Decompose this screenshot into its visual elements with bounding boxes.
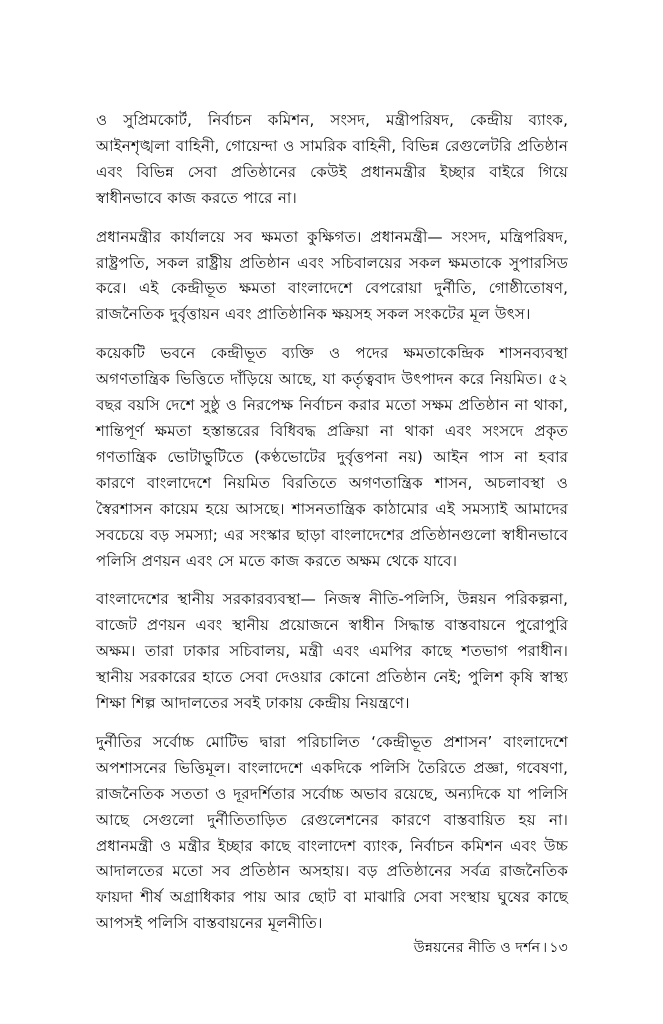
paragraph-3: কয়েকটি ভবনে কেন্দ্রীভূত ব্যক্তি ও পদের ক্ষমতাকেন্দ্রিক শাসনব্যবস্থা অগণতান্ত্রিক ভিত্তিতে দাঁড়িয়ে আছে, যা কর্তৃত্ববাদ উৎপাদন করে নিয়মিত। ৫২ বছর বয়সি দেশে সুষ্ঠু ও নিরপেক্ষ নির্বাচন করার মতো সক্ষম প্রতিষ্ঠান না থাকা, শান্তিপূর্ণ ক্ষমতা হস্তান্তরের বিধিবদ্ধ প্রক্রিয়া না থাকা এবং সংসদে প্রকৃত গণতান্ত্রিক ভোটাভুটিতে (কণ্ঠভোটের দুর্বৃত্তপনা নয়) আইন পাস না হবার কারণে বাংলাদেশে নিয়মিত বিরতিতে অগণতান্ত্রিক শাসন, অচলাবস্থা ও স্বৈরশাসন কায়েম হয়ে আসছে। শাসনতান্ত্রিক কাঠামোর এই সমস্যাই আমাদের সবচেয়ে বড় সমস্যা; এর সংস্কার ছাড়া বাংলাদেশের প্রতিষ্ঠানগুলো স্বাধীনভাবে পলিসি প্রণয়ন এবং সে মতে কাজ করতে অক্ষম থেকে যাবে। (96, 344, 568, 570)
page-footer (96, 938, 568, 958)
paragraph-4: বাংলাদেশের স্থানীয় সরকারব্যবস্থা— নিজস্ব নীতি-পলিসি, উন্নয়ন পরিকল্পনা, বাজেট প্রণয়ন এবং স্থানীয় প্রয়োজনে স্বাধীন সিদ্ধান্ত বাস্তবায়নে পুরোপুরি অক্ষম। তারা ঢাকার সচিবালয়, মন্ত্রী এবং এমপির কাছে শতভাগ পরাধীন। স্থানীয় সরকারের হাতে সেবা দেওয়ার কোনো প্রতিষ্ঠান নেই; পুলিশ কৃষি স্বাস্থ্য শিক্ষা শিল্প আদালতের সবই ঢাকায় কেন্দ্রীয় নিয়ন্ত্রণে। (96, 590, 568, 713)
paragraph-5: দুর্নীতির সর্বোচ্চ মোটিভ দ্বারা পরিচালিত ‘কেন্দ্রীভূত প্রশাসন’ বাংলাদেশে অপশাসনের ভিত্তিমূল। বাংলাদেশে একদিকে পলিসি তৈরিতে প্রজ্ঞা, গবেষণা, রাজনৈতিক সততা ও দূরদর্শিতার সর্বোচ্চ অভাব রয়েছে, অন্যদিকে যা পলিসি আছে সেগুলো দুর্নীতিতাড়িত রেগুলেশনের কারণে বাস্তবায়িত হয় না। প্রধানমন্ত্রী ও মন্ত্রীর ইচ্ছার কাছে বাংলাদেশ ব্যাংক, নির্বাচন কমিশন এবং উচ্চ আদালতের মতো সব প্রতিষ্ঠান অসহায়। বড় প্রতিষ্ঠানের সর্বত্র রাজনৈতিক ফায়দা শীর্ষ অগ্রাধিকার পায় আর ছোট বা মাঝারি সেবা সংস্থায় ঘুষের কাছে আপসই পলিসি বাস্তবায়নের মূলনীতি। (96, 732, 568, 933)
footer-page-number: ১৩ (549, 940, 568, 956)
paragraph-2: প্রধানমন্ত্রীর কার্যালয়ে সব ক্ষমতা কুক্ষিগত। প্রধানমন্ত্রী— সংসদ, মন্ত্রিপরিষদ, রাষ্ট্রপতি, সকল রাষ্ট্রীয় প্রতিষ্ঠান এবং সচিবালয়ের সকল ক্ষমতাকে সুপারসিড করে। এই কেন্দ্রীভূত ক্ষমতা বাংলাদেশে বেপরোয়া দুর্নীতি, গোষ্ঠীতোষণ, রাজনৈতিক দুর্বৃত্তায়ন এবং প্রাতিষ্ঠানিক ক্ষয়সহ সকল সংকটের মূল উৎস। (96, 227, 568, 324)
page-body-text (96, 108, 568, 937)
footer-title: উন্নয়নের নীতি ও দর্শন (413, 940, 541, 956)
paragraph-1: ও সুপ্রিমকোর্ট, নির্বাচন কমিশন, সংসদ, মন্ত্রীপরিষদ, কেন্দ্রীয় ব্যাংক, আইনশৃঙ্খলা বাহিনী, গোয়েন্দা ও সামরিক বাহিনী, বিভিন্ন রেগুলেটরি প্রতিষ্ঠান এবং বিভিন্ন সেবা প্রতিষ্ঠানের কেউই প্রধানমন্ত্রীর ইচ্ছার বাইরে গিয়ে স্বাধীনভাবে কাজ করতে পারে না। (96, 111, 568, 207)
footer-separator: । (542, 940, 548, 956)
